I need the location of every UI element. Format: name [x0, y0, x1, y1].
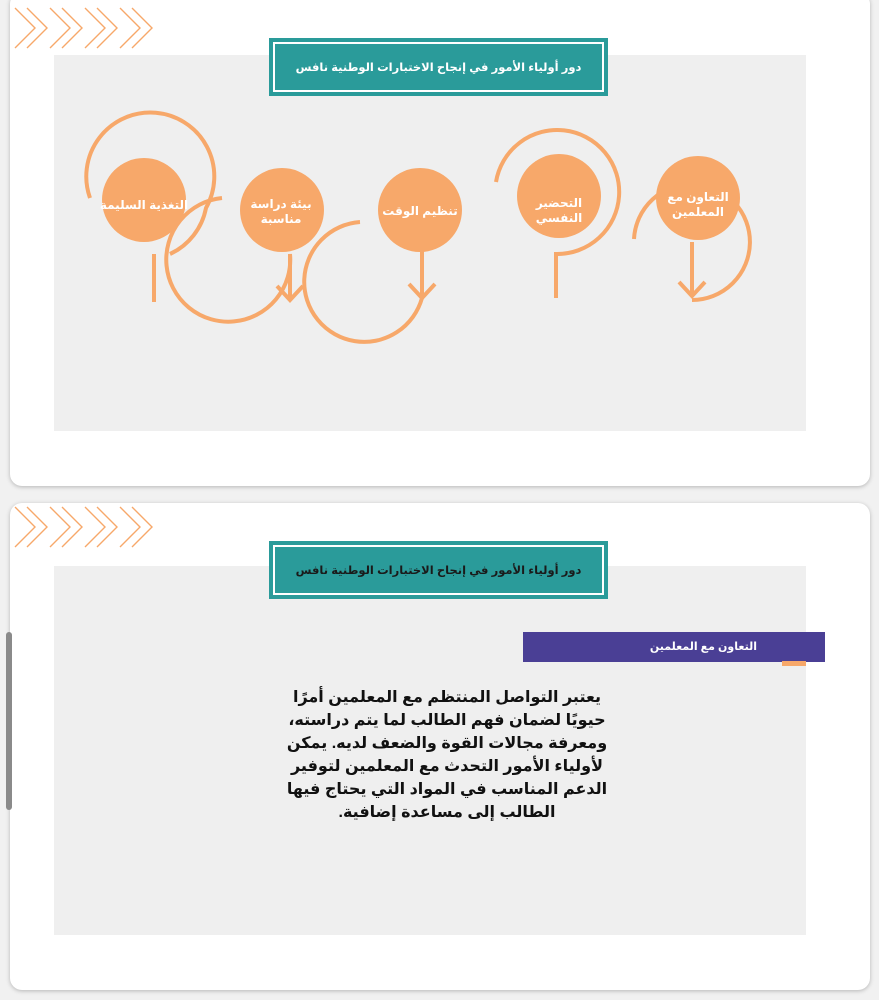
process-step-label: بيئة دراسة مناسبة	[250, 197, 312, 226]
slide-2[interactable]	[10, 503, 870, 990]
body-paragraph: يعتبر التواصل المنتظم مع المعلمين أمرًا حيويًا لضمان فهم الطالب لما يتم دراسته، ومعرفة مجالات القوة والضعف لديه. يمكن لأولياء الأمور التحدث مع المعلمين لتوفير الدعم المناسب في المواد التي يحتاج فيها الطالب إلى مساعدة إضافية.	[286, 689, 608, 821]
process-step-3-graphic	[304, 168, 462, 342]
scrollbar-thumb[interactable]	[6, 632, 12, 810]
chevron-right-icon	[50, 507, 82, 547]
process-step-label: التحضير النفسي	[535, 196, 583, 225]
process-step-label: التعاون مع المعلمين	[667, 190, 729, 219]
slide-1[interactable]	[10, 0, 870, 486]
chevron-right-icon	[15, 507, 47, 547]
section-heading-bar: التعاون مع المعلمين	[523, 632, 825, 662]
section-accent	[782, 661, 806, 666]
slide-title: دور أولياء الأمور في إنجاح الاختبارات الوطنية نافس	[273, 545, 604, 595]
process-diagram	[10, 0, 870, 486]
chevron-right-icon	[120, 507, 152, 547]
slide-title: دور أولياء الأمور في إنجاح الاختبارات الوطنية نافس	[273, 42, 604, 92]
slide-title-box	[269, 541, 608, 599]
process-step-4-graphic	[166, 168, 324, 322]
process-step-label: التغذية السليمة	[99, 198, 189, 212]
chevron-right-icon	[85, 507, 117, 547]
process-step-label: تنظيم الوقت	[382, 204, 458, 218]
process-step-1-graphic	[634, 156, 750, 300]
chevron-decoration	[10, 503, 170, 563]
